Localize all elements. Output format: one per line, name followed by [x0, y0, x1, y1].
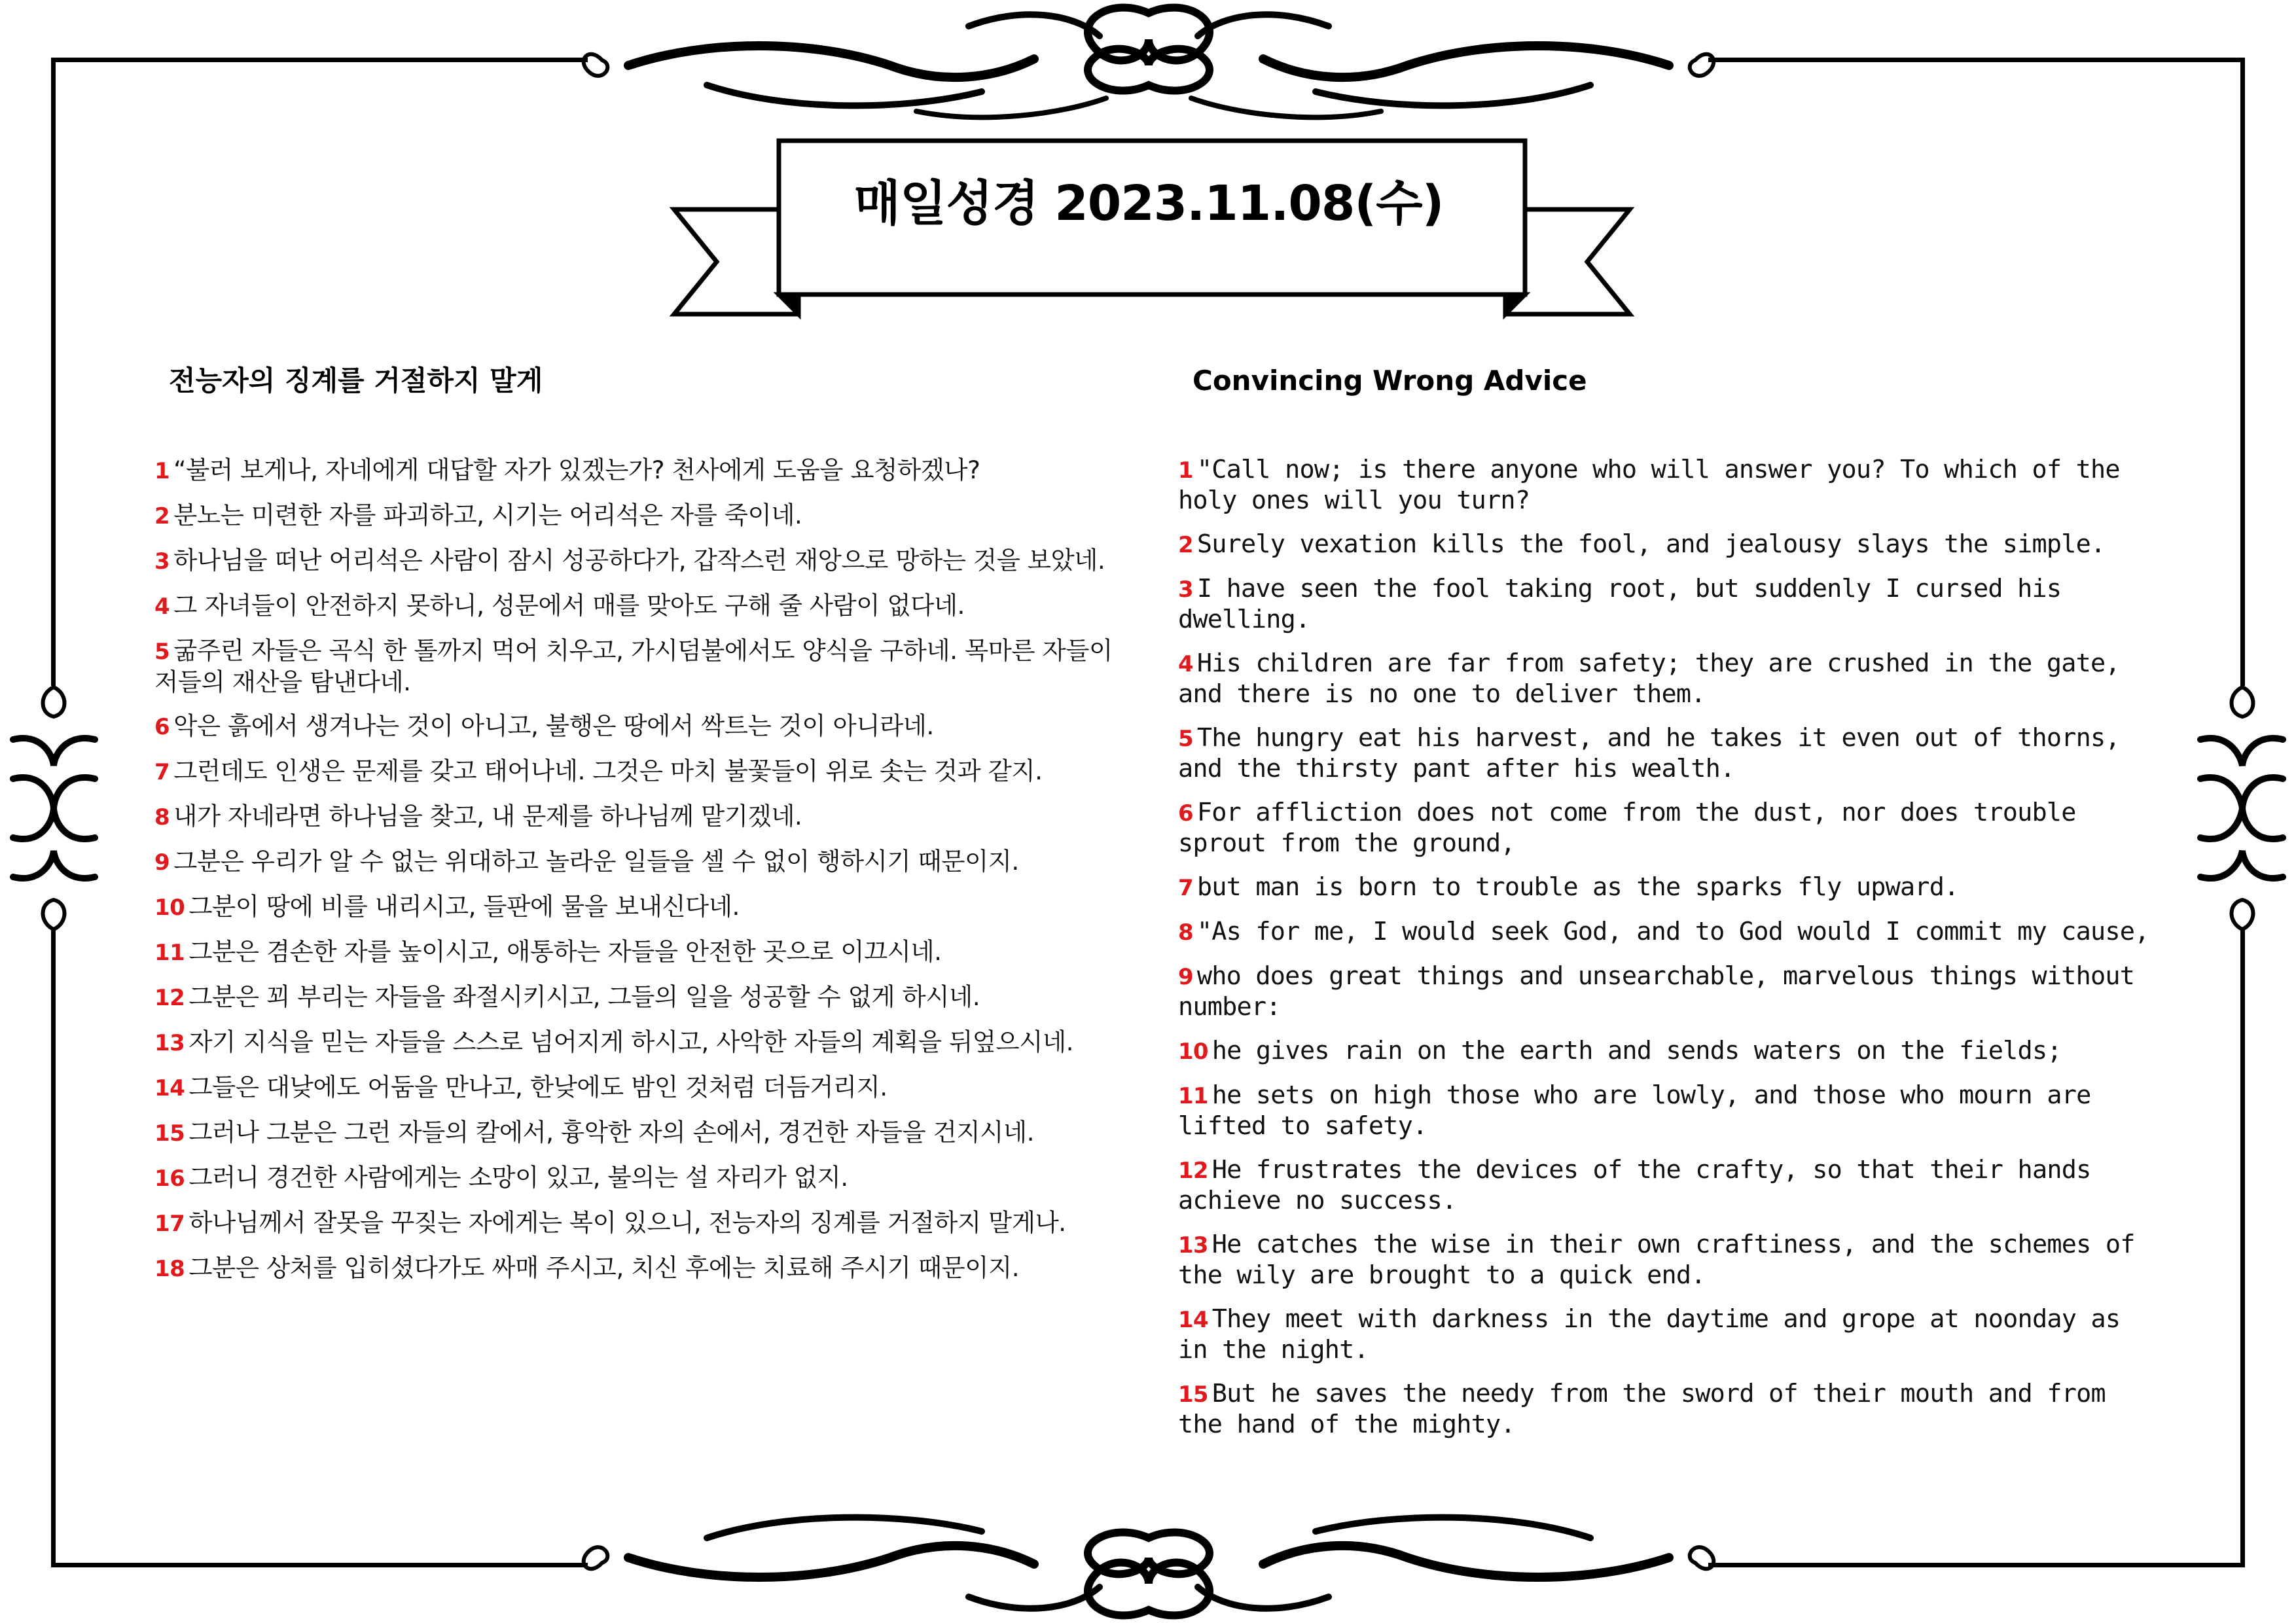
verse-number: 6 [154, 714, 170, 740]
verse-text: The hungry eat his harvest, and he takes it even out of thorns, and the thirsty pant after his wealth. [1178, 723, 2120, 783]
verse-item [1178, 1080, 2153, 1141]
top-flourish-ornament [576, 0, 1721, 131]
verse-item [154, 500, 1123, 531]
verse-item [154, 635, 1123, 697]
verse-number: 18 [154, 1256, 185, 1282]
frame-left-lower-line [51, 929, 56, 1567]
verse-number: 15 [1178, 1382, 1208, 1408]
korean-heading: 전능자의 징계를 거절하지 말게 [169, 365, 543, 397]
verse-item [1178, 917, 2153, 948]
verse-number: 3 [154, 548, 170, 575]
korean-verse-list [154, 455, 1123, 1284]
verse-item [1178, 723, 2153, 784]
verse-text: He catches the wise in their own craftiness, and the schemes of the wily are brought to a quick end. [1178, 1230, 2135, 1290]
verse-text: Surely vexation kills the fool, and jealousy slays the simple. [1196, 529, 2106, 559]
verse-text: I have seen the fool taking root, but suddenly I cursed his dwelling. [1178, 574, 2062, 634]
verse-number: 11 [1178, 1083, 1208, 1109]
verse-number: 15 [154, 1120, 185, 1147]
korean-column [154, 363, 1123, 1298]
verse-text: "Call now; is there anyone who will answer you? To which of the holy ones will you turn? [1178, 455, 2120, 515]
verse-text: 그러나 그분은 그런 자들의 칼에서, 흉악한 자의 손에서, 경건한 자들을 건지시네. [188, 1118, 1034, 1147]
verse-item [1178, 1155, 2153, 1216]
verse-item [154, 711, 1123, 742]
verse-item [1178, 529, 2153, 560]
english-heading: Convincing Wrong Advice [1193, 365, 1587, 397]
verse-item [154, 936, 1123, 968]
verse-number: 2 [154, 503, 170, 529]
verse-item [1178, 1036, 2153, 1067]
verse-number: 16 [154, 1166, 185, 1192]
verse-item [154, 1072, 1123, 1103]
verse-text: 그런데도 인생은 문제를 갖고 태어나네. 그것은 마치 불꽃들이 위로 솟는 것과 같지. [173, 757, 1043, 785]
verse-number: 1 [154, 458, 170, 484]
verse-item [154, 801, 1123, 832]
verse-number: 8 [154, 804, 170, 830]
verse-number: 8 [1178, 919, 1193, 946]
verse-number: 11 [154, 940, 185, 966]
verse-text: 그들은 대낮에도 어둠을 만나고, 한낮에도 밤인 것처럼 더듬거리지. [188, 1073, 888, 1101]
verse-item [154, 756, 1123, 787]
verse-text: who does great things and unsearchable, marvelous things without number: [1178, 961, 2135, 1022]
frame-top-right-line [1708, 58, 2245, 62]
verse-text: 내가 자네라면 하나님을 찾고, 내 문제를 하나님께 맡기겠네. [173, 802, 802, 830]
verse-text: His children are far from safety; they are crushed in the gate, and there is no one to deliver them. [1178, 649, 2120, 709]
verse-item [1178, 649, 2153, 709]
verse-item [1178, 872, 2153, 903]
verse-text: They meet with darkness in the daytime and grope at noonday as in the night. [1178, 1304, 2121, 1364]
frame-left-upper-line [51, 58, 56, 686]
verse-text: 굶주린 자들은 곡식 한 톨까지 먹어 치우고, 가시덤불에서도 양식을 구하네. 목마른 자들이 저들의 재산을 탐낸다네. [154, 636, 1113, 696]
verse-text: he sets on high those who are lowly, and those who mourn are lifted to safety. [1178, 1080, 2091, 1141]
verse-item [1178, 574, 2153, 635]
verse-item [1178, 1379, 2153, 1440]
verse-text: “불러 보게나, 자네에게 대답할 자가 있겠는가? 천사에게 도움을 요청하겠나? [173, 455, 980, 484]
verse-number: 10 [1178, 1039, 1208, 1065]
right-side-ornament [2186, 681, 2296, 936]
verse-number: 4 [154, 594, 170, 620]
verse-item [1178, 1230, 2153, 1291]
verse-item [1178, 1304, 2153, 1365]
verse-item [1178, 455, 2153, 516]
verse-number: 3 [1178, 577, 1193, 603]
verse-text: 그 자녀들이 안전하지 못하니, 성문에서 매를 맞아도 구해 줄 사람이 없다네. [173, 591, 965, 620]
frame-bottom-left-line [51, 1563, 588, 1567]
verse-text: He frustrates the devices of the crafty, so that their hands achieve no success. [1178, 1155, 2091, 1215]
verse-number: 13 [154, 1030, 185, 1056]
frame-right-upper-line [2240, 58, 2245, 686]
verse-text: 그분은 겸손한 자를 높이시고, 애통하는 자들을 안전한 곳으로 이끄시네. [188, 937, 942, 966]
verse-item [154, 846, 1123, 878]
verse-number: 12 [1178, 1158, 1208, 1184]
left-side-ornament [0, 681, 111, 936]
verse-text: 그분은 우리가 알 수 없는 위대하고 놀라운 일들을 셀 수 없이 행하시기 때문이지. [173, 847, 1019, 876]
verse-text: But he saves the needy from the sword of their mouth and from the hand of the mighty. [1178, 1379, 2106, 1439]
frame-right-lower-line [2240, 929, 2245, 1567]
verse-number: 10 [154, 895, 185, 921]
verse-item [1178, 798, 2153, 859]
verse-text: 그러니 경건한 사람에게는 소망이 있고, 불의는 설 자리가 없지. [188, 1163, 848, 1192]
verse-text: 분노는 미련한 자를 파괴하고, 시기는 어리석은 자를 죽이네. [173, 501, 802, 529]
verse-item [154, 982, 1123, 1013]
frame-bottom-right-line [1708, 1563, 2245, 1567]
verse-text: "As for me, I would seek God, and to God would I commit my cause, [1196, 917, 2149, 946]
banner-title: 매일성경 2023.11.08(수) [853, 175, 1444, 232]
verse-item [1178, 961, 2153, 1022]
verse-number: 17 [154, 1211, 185, 1237]
english-column [1178, 363, 2153, 1454]
verse-number: 7 [154, 759, 170, 785]
verse-number: 4 [1178, 651, 1193, 677]
verse-number: 5 [154, 639, 170, 665]
verse-item [154, 1162, 1123, 1194]
verse-text: 그분이 땅에 비를 내리시고, 들판에 물을 보내신다네. [188, 892, 740, 921]
verse-number: 1 [1178, 457, 1193, 484]
verse-number: 9 [1178, 964, 1193, 990]
verse-number: 9 [154, 849, 170, 876]
verse-number: 6 [1178, 800, 1193, 827]
verse-text: 그분은 상처를 입히셨다가도 싸매 주시고, 치신 후에는 치료해 주시기 때문이지. [188, 1253, 1020, 1282]
verse-text: 악은 흙에서 생겨나는 것이 아니고, 불행은 땅에서 싹트는 것이 아니라네. [173, 711, 934, 740]
english-verse-list [1178, 455, 2153, 1440]
verse-text: but man is born to trouble as the sparks fly upward. [1196, 872, 1959, 902]
bottom-flourish-ornament [576, 1492, 1721, 1623]
verse-text: 하나님께서 잘못을 꾸짖는 자에게는 복이 있으니, 전능자의 징계를 거절하지 말게나. [188, 1208, 1066, 1237]
frame-top-left-line [51, 58, 588, 62]
verse-text: For affliction does not come from the dust, nor does trouble sprout from the ground, [1178, 798, 2076, 858]
verse-item [154, 455, 1123, 486]
verse-item [154, 590, 1123, 622]
verse-text: he gives rain on the earth and sends waters on the fields; [1211, 1036, 2062, 1065]
verse-item [154, 1027, 1123, 1058]
verse-text: 그분은 꾀 부리는 자들을 좌절시키시고, 그들의 일을 성공할 수 없게 하시네. [188, 982, 980, 1011]
verse-item [154, 1253, 1123, 1284]
verse-number: 2 [1178, 532, 1193, 558]
verse-number: 12 [154, 985, 185, 1011]
verse-item [154, 1207, 1123, 1239]
verse-text: 자기 지식을 믿는 자들을 스스로 넘어지게 하시고, 사악한 자들의 계획을 뒤엎으시네. [188, 1027, 1074, 1056]
verse-number: 5 [1178, 726, 1193, 752]
verse-item [154, 891, 1123, 923]
verse-item [154, 1117, 1123, 1149]
verse-text: 하나님을 떠난 어리석은 사람이 잠시 성공하다가, 갑작스런 재앙으로 망하는 것을 보았네. [173, 546, 1105, 575]
verse-number: 7 [1178, 875, 1193, 901]
verse-number: 14 [154, 1075, 185, 1101]
verse-item [154, 545, 1123, 577]
verse-number: 13 [1178, 1232, 1208, 1258]
verse-number: 14 [1178, 1307, 1208, 1333]
